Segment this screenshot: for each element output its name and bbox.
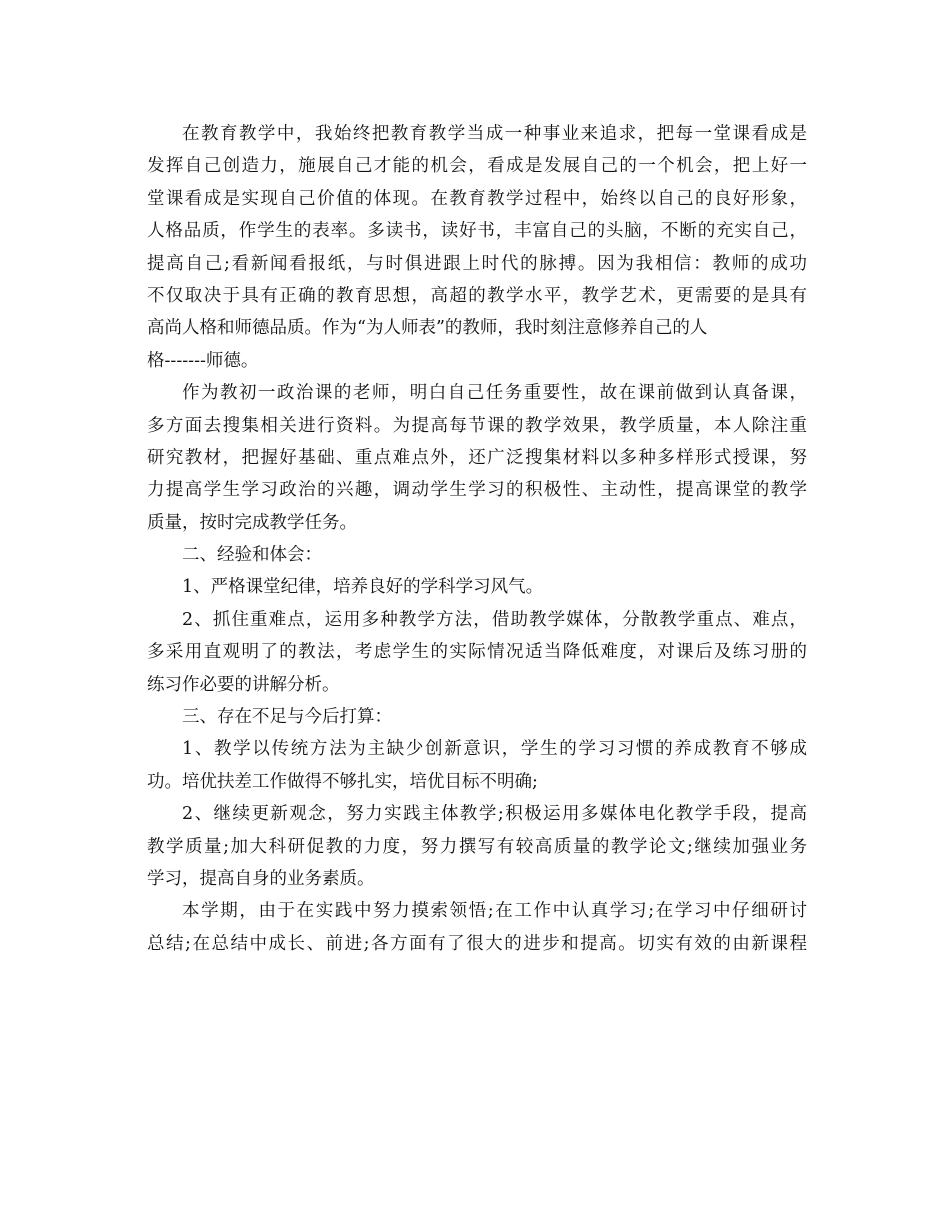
text-line: 力提高学生学习政治的兴趣，调动学生学习的积极性、主动性，提高课堂的教学	[147, 480, 807, 501]
text-line: 提高自己;看新闻看报纸，与时俱进跟上时代的脉搏。因为我相信：教师的成功	[147, 253, 807, 274]
text-line: 1、教学以传统方法为主缺少创新意识，学生的学习习惯的养成教育不够成	[182, 739, 807, 760]
text-line: 教学质量;加大科研促教的力度，努力撰写有较高质量的教学论文;继续加强业务	[147, 836, 807, 857]
text-line: 2、继续更新观念，努力实践主体教学;积极运用多媒体电化教学手段，提高	[182, 804, 807, 825]
text-line: 人格品质，作学生的表率。多读书，读好书，丰富自己的头脑，不断的充实自己，	[147, 221, 807, 242]
text-line: 研究教材，把握好基础、重点难点外，还广泛搜集材料以多种多样形式授课，努	[147, 447, 807, 468]
text-line: 格-------师德。	[147, 350, 259, 371]
section-heading: 三、存在不足与今后打算：	[182, 707, 392, 728]
text-line: 学习，提高自身的业务素质。	[147, 868, 375, 889]
text-line: 多采用直观明了的教法，考虑学生的实际情况适当降低难度，对课后及练习册的	[147, 642, 807, 663]
text-line: 本学期，由于在实践中努力摸索领悟;在工作中认真学习;在学习中仔细研讨	[182, 901, 807, 922]
section-heading: 二、经验和体会：	[182, 545, 322, 566]
text-line: 2、抓住重难点，运用多种教学方法，借助教学媒体，分散教学重点、难点，	[182, 609, 807, 630]
text-line: 堂课看成是实现自己价值的体现。在教育教学过程中，始终以自己的良好形象，	[147, 188, 807, 209]
text-line: 在教育教学中，我始终把教育教学当成一种事业来追求，把每一堂课看成是	[182, 124, 807, 144]
text-line: 发挥自己创造力，施展自己才能的机会，看成是发展自己的一个机会，把上好一	[147, 156, 807, 177]
text-line: 作为教初一政治课的老师，明白自己任务重要性，故在课前做到认真备课，	[182, 383, 807, 404]
document-body	[147, 118, 807, 960]
text-line: 练习作必要的讲解分析。	[147, 674, 340, 695]
text-line: 不仅取决于具有正确的教育思想，高超的教学水平，教学艺术，更需要的是具有	[147, 285, 807, 306]
text-line: 质量，按时完成教学任务。	[147, 512, 357, 533]
text-line: 总结;在总结中成长、前进;各方面有了很大的进步和提高。切实有效的由新课程	[147, 933, 807, 954]
text-line: 功。培优扶差工作做得不够扎实，培优目标不明确;	[147, 771, 538, 792]
text-line: 多方面去搜集相关进行资料。为提高每节课的教学效果，教学质量，本人除注重	[147, 415, 807, 436]
text-line: 高尚人格和师德品质。作为“为人师表”的教师，我时刻注意修养自己的人	[147, 318, 708, 339]
text-line: 1、严格课堂纪律，培养良好的学科学习风气。	[182, 577, 544, 598]
